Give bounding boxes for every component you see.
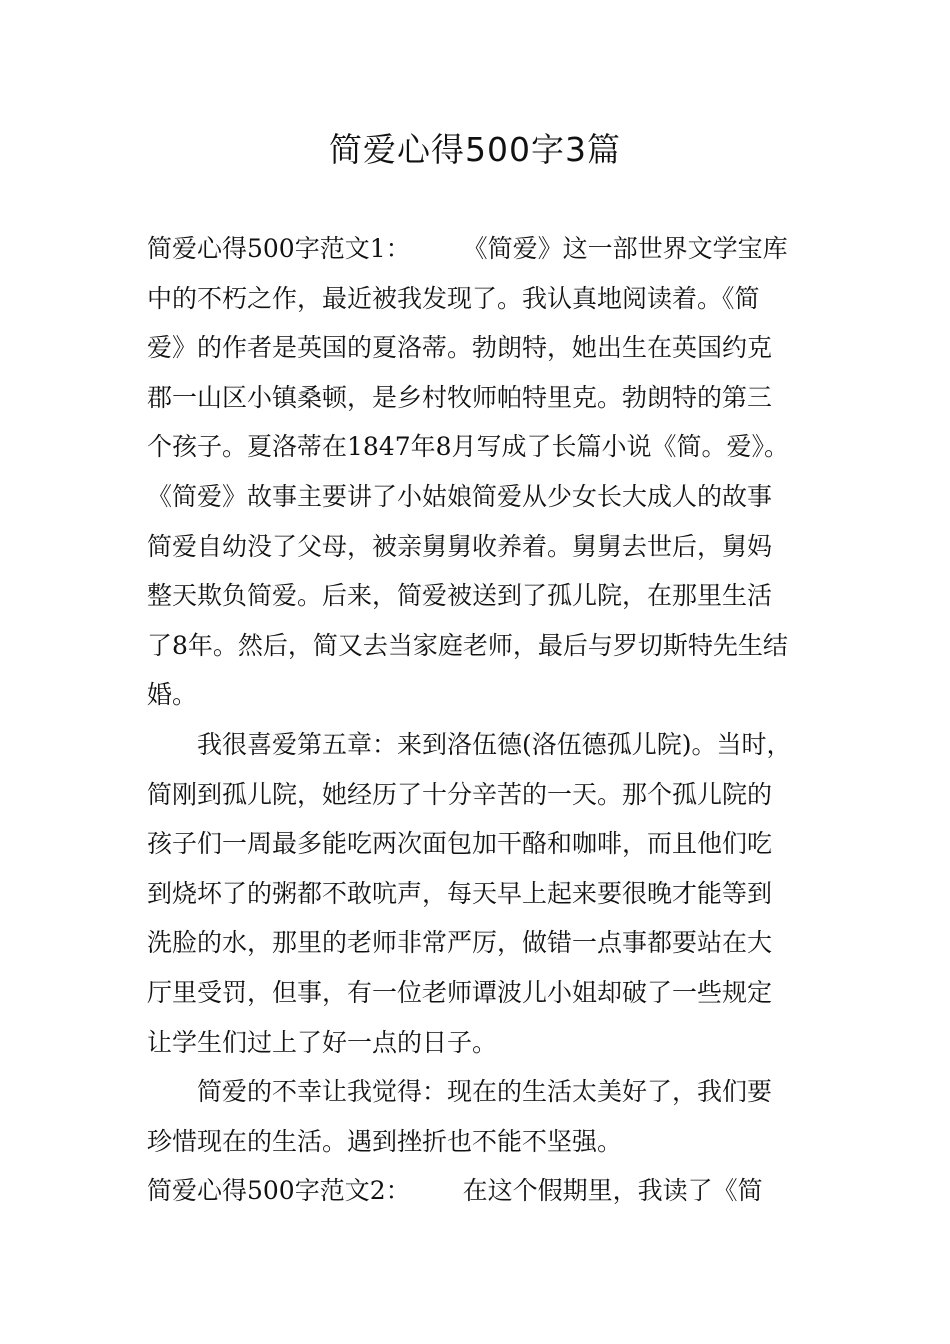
text-line: 婚。 (147, 680, 198, 710)
line-text: 在这个假期里，我读了《简 (462, 1176, 763, 1206)
section-heading: 简爱心得500字范文1： (147, 234, 411, 263)
text-line: 郡一山区小镇桑顿，是乡村牧师帕特里克。勃朗特的第三 (147, 382, 773, 412)
text-line: 《简爱》故事主要讲了小姑娘简爱从少女长大成人的故事 (147, 481, 773, 511)
document-body (147, 224, 812, 1216)
line-text: 《简爱》这一部世界文学宝库 (462, 234, 788, 263)
text-line: 珍惜现在的生活。遇到挫折也不能不坚强。 (147, 1126, 623, 1156)
section-heading: 简爱心得500字范文2： (147, 1176, 411, 1206)
document-title: 简爱心得500字3篇 (329, 130, 621, 169)
text-line: 个孩子。夏洛蒂在1847年8月写成了长篇小说《简。爱》。 (147, 432, 790, 462)
text-line: 让学生们过上了好一点的日子。 (147, 1027, 498, 1057)
text-line: 简爱自幼没了父母，被亲舅舅收养着。舅舅去世后，舅妈 (147, 531, 773, 561)
text-line: 简刚到孤儿院，她经历了十分辛苦的一天。那个孤儿院的 (147, 779, 773, 809)
text-line: 整天欺负简爱。后来，简爱被送到了孤儿院，在那里生活 (147, 581, 773, 611)
text-line: 爱》的作者是英国的夏洛蒂。勃朗特，她出生在英国约克 (147, 333, 773, 363)
text-line: 到烧坏了的粥都不敢吭声，每天早上起来要很晚才能等到 (147, 878, 773, 908)
text-line (147, 224, 812, 274)
text-line: 孩子们一周最多能吃两次面包加干酪和咖啡，而且他们吃 (147, 829, 773, 859)
text-line: 简爱的不幸让我觉得：现在的生活太美好了，我们要 (197, 1077, 773, 1107)
text-line: 中的不朽之作，最近被我发现了。我认真地阅读着。《简 (147, 283, 760, 313)
text-line: 洗脸的水，那里的老师非常严厉，做错一点事都要站在大 (147, 928, 773, 958)
text-line: 了8年。然后，简又去当家庭老师，最后与罗切斯特先生结 (147, 630, 788, 660)
text-line: 我很喜爱第五章：来到洛伍德(洛伍德孤儿院)。当时， (197, 729, 792, 759)
text-line: 厅里受罚，但事，有一位老师谭波儿小姐却破了一些规定 (147, 977, 773, 1007)
text-line (147, 1166, 812, 1216)
